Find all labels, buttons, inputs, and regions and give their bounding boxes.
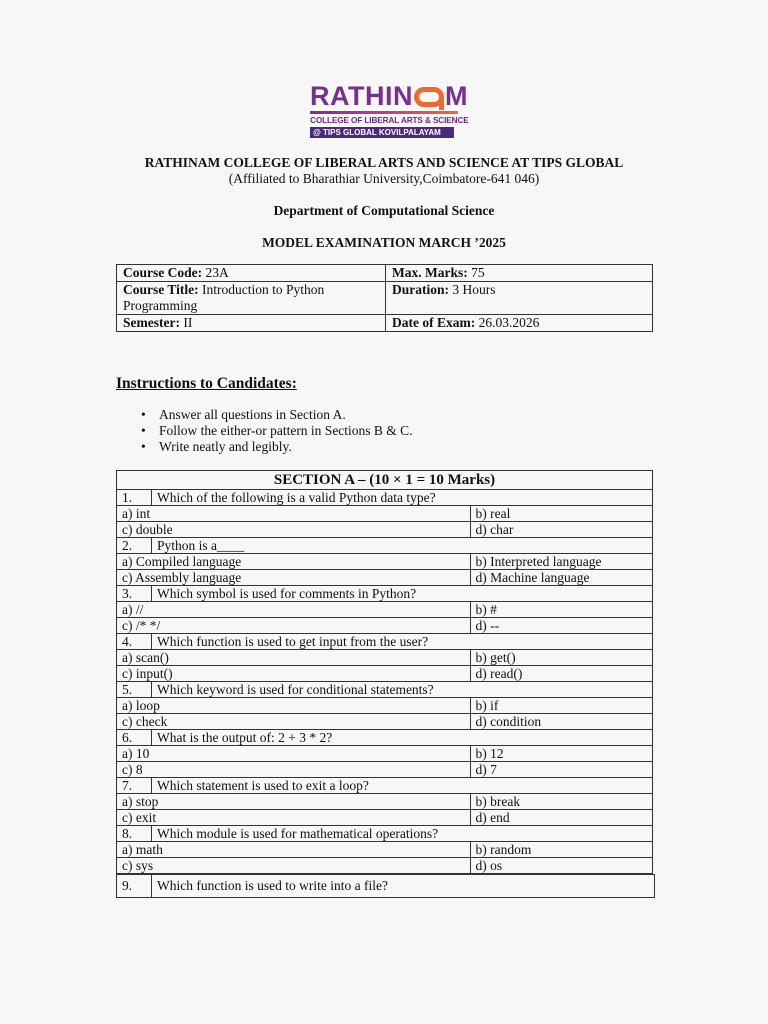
question-number: 3. xyxy=(117,586,152,602)
question-row xyxy=(117,826,653,842)
option-b: b) random xyxy=(470,842,653,858)
exam-date-cell: Date of Exam: 26.03.2026 xyxy=(386,315,653,332)
option-d: d) 7 xyxy=(470,762,653,778)
option-c: c) Assembly language xyxy=(117,570,471,586)
option-a: a) stop xyxy=(117,794,471,810)
options-row xyxy=(117,650,653,666)
option-d: d) end xyxy=(470,810,653,826)
question-row xyxy=(117,730,653,746)
option-a: a) int xyxy=(117,506,471,522)
options-row xyxy=(117,602,653,618)
college-name: RATHINAM COLLEGE OF LIBERAL ARTS AND SCIENCE AT TIPS GLOBAL xyxy=(144,155,624,170)
logo-location: @ TIPS GLOBAL KOVILPALAYAM xyxy=(310,127,454,138)
info-row xyxy=(117,282,653,315)
question-text: Which keyword is used for conditional statements? xyxy=(152,682,653,698)
options-row xyxy=(117,714,653,730)
options-row xyxy=(117,762,653,778)
option-b: b) if xyxy=(470,698,653,714)
option-c: c) input() xyxy=(117,666,471,682)
options-row xyxy=(117,522,653,538)
semester-cell: Semester: II xyxy=(117,315,386,332)
option-c: c) check xyxy=(117,714,471,730)
option-a: a) math xyxy=(117,842,471,858)
course-title-cell: Course Title: Introduction to Python Programming xyxy=(117,282,386,315)
question-text: Which function is used to write into a file? xyxy=(152,875,655,898)
question-row xyxy=(117,875,655,898)
option-b: b) 12 xyxy=(470,746,653,762)
options-row xyxy=(117,570,653,586)
options-row xyxy=(117,746,653,762)
option-c: c) double xyxy=(117,522,471,538)
options-row xyxy=(117,666,653,682)
logo-wordmark: RATHIN M xyxy=(310,81,468,111)
max-marks-cell: Max. Marks: 75 xyxy=(386,265,653,282)
option-c: c) /* */ xyxy=(117,618,471,634)
info-row xyxy=(117,265,653,282)
course-code-cell: Course Code: 23A xyxy=(117,265,386,282)
options-row xyxy=(117,506,653,522)
instruction-item: • Follow the either-or pattern in Sections B & C. xyxy=(141,423,413,439)
option-d: d) read() xyxy=(470,666,653,682)
question-number: 7. xyxy=(117,778,152,794)
option-a: a) loop xyxy=(117,698,471,714)
instructions-list xyxy=(141,407,413,455)
option-a: a) Compiled language xyxy=(117,554,471,570)
instructions-title: Instructions to Candidates: xyxy=(116,375,297,392)
instruction-item: • Write neatly and legibly. xyxy=(141,439,413,455)
question-row xyxy=(117,682,653,698)
course-info-table xyxy=(116,264,653,332)
logo-subtitle: COLLEGE OF LIBERAL ARTS & SCIENCE xyxy=(310,116,469,125)
question-number: 5. xyxy=(117,682,152,698)
question-row xyxy=(117,586,653,602)
options-row xyxy=(117,618,653,634)
duration-cell: Duration: 3 Hours xyxy=(386,282,653,315)
options-row xyxy=(117,810,653,826)
question-number: 6. xyxy=(117,730,152,746)
question-text: Which symbol is used for comments in Python? xyxy=(152,586,653,602)
question-text: Which statement is used to exit a loop? xyxy=(152,778,653,794)
question-number: 1. xyxy=(117,490,152,506)
section-a-header-row xyxy=(117,471,653,490)
option-d: d) Machine language xyxy=(470,570,653,586)
question-text: Which function is used to get input from the user? xyxy=(152,634,653,650)
question-row xyxy=(117,778,653,794)
info-row xyxy=(117,315,653,332)
logo-a-mark xyxy=(414,87,444,107)
question-row xyxy=(117,490,653,506)
affiliation: (Affiliated to Bharathiar University,Coimbatore-641 046) xyxy=(228,171,540,186)
section-a-title: SECTION A – (10 × 1 = 10 Marks) xyxy=(117,471,653,490)
option-d: d) os xyxy=(470,858,653,874)
section-a-table xyxy=(116,470,653,874)
question-text: Which module is used for mathematical operations? xyxy=(152,826,653,842)
question-9-table xyxy=(116,874,655,898)
college-logo xyxy=(310,81,469,138)
question-row xyxy=(117,634,653,650)
exam-title: MODEL EXAMINATION MARCH ’2025 xyxy=(262,235,506,250)
options-row xyxy=(117,858,653,874)
instruction-item: • Answer all questions in Section A. xyxy=(141,407,413,423)
option-c: c) exit xyxy=(117,810,471,826)
option-b: b) # xyxy=(470,602,653,618)
option-a: a) 10 xyxy=(117,746,471,762)
options-row xyxy=(117,698,653,714)
option-b: b) get() xyxy=(470,650,653,666)
question-text: What is the output of: 2 + 3 * 2? xyxy=(152,730,653,746)
department: Department of Computational Science xyxy=(273,203,495,218)
question-number: 2. xyxy=(117,538,152,554)
question-row xyxy=(117,538,653,554)
option-c: c) sys xyxy=(117,858,471,874)
option-b: b) break xyxy=(470,794,653,810)
option-d: d) -- xyxy=(470,618,653,634)
question-number: 9. xyxy=(117,875,152,898)
options-row xyxy=(117,842,653,858)
option-b: b) real xyxy=(470,506,653,522)
option-b: b) Interpreted language xyxy=(470,554,653,570)
option-d: d) char xyxy=(470,522,653,538)
option-d: d) condition xyxy=(470,714,653,730)
option-c: c) 8 xyxy=(117,762,471,778)
option-a: a) // xyxy=(117,602,471,618)
question-number: 8. xyxy=(117,826,152,842)
options-row xyxy=(117,794,653,810)
options-row xyxy=(117,554,653,570)
question-number: 4. xyxy=(117,634,152,650)
question-text: Python is a____ xyxy=(152,538,653,554)
option-a: a) scan() xyxy=(117,650,471,666)
logo-divider xyxy=(310,111,458,114)
question-text: Which of the following is a valid Python data type? xyxy=(152,490,653,506)
